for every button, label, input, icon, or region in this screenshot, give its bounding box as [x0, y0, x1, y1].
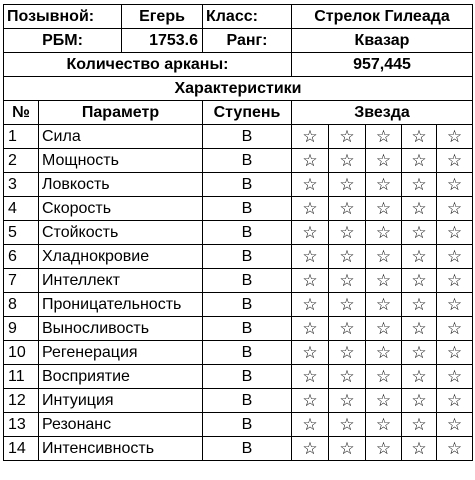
star-icon: ☆ [366, 125, 402, 149]
class-label: Класс: [203, 5, 292, 29]
callsign-label: Позывной: [4, 5, 122, 29]
star-icon: ☆ [329, 341, 366, 365]
star-icon: ☆ [329, 125, 366, 149]
star-icon: ☆ [402, 221, 437, 245]
parameter-level: B [203, 413, 292, 437]
star-icon: ☆ [366, 197, 402, 221]
arcana-row [4, 53, 473, 77]
parameter-level: B [203, 437, 292, 461]
characteristics-title-row [4, 77, 473, 101]
rbm-value: 1753.6 [122, 29, 203, 53]
parameter-level: B [203, 245, 292, 269]
character-sheet-table [3, 4, 473, 461]
star-icon: ☆ [329, 197, 366, 221]
parameter-level: B [203, 173, 292, 197]
row-number: 11 [4, 365, 39, 389]
row-number: 3 [4, 173, 39, 197]
row-number: 10 [4, 341, 39, 365]
star-icon: ☆ [402, 365, 437, 389]
characteristic-row [4, 293, 473, 317]
characteristic-row [4, 437, 473, 461]
star-icon: ☆ [366, 341, 402, 365]
star-icon: ☆ [329, 365, 366, 389]
characteristic-row [4, 341, 473, 365]
star-icon: ☆ [292, 245, 329, 269]
col-header-level: Ступень [203, 101, 292, 125]
star-icon: ☆ [366, 269, 402, 293]
star-icon: ☆ [402, 341, 437, 365]
star-icon: ☆ [402, 269, 437, 293]
star-icon: ☆ [366, 365, 402, 389]
star-icon: ☆ [437, 437, 473, 461]
star-icon: ☆ [292, 341, 329, 365]
star-icon: ☆ [292, 149, 329, 173]
star-icon: ☆ [402, 173, 437, 197]
characteristics-header-row [4, 101, 473, 125]
parameter-name: Интеллект [39, 269, 203, 293]
star-icon: ☆ [366, 173, 402, 197]
row-number: 1 [4, 125, 39, 149]
star-icon: ☆ [437, 317, 473, 341]
rbm-row [4, 29, 473, 53]
rbm-label: РБМ: [4, 29, 122, 53]
star-icon: ☆ [329, 413, 366, 437]
parameter-level: B [203, 149, 292, 173]
parameter-level: B [203, 125, 292, 149]
parameter-name: Регенерация [39, 341, 203, 365]
parameter-name: Резонанс [39, 413, 203, 437]
parameter-level: B [203, 197, 292, 221]
characteristic-row [4, 413, 473, 437]
parameter-level: B [203, 341, 292, 365]
row-number: 9 [4, 317, 39, 341]
parameter-name: Скорость [39, 197, 203, 221]
star-icon: ☆ [437, 293, 473, 317]
row-number: 6 [4, 245, 39, 269]
characteristic-row [4, 173, 473, 197]
star-icon: ☆ [402, 317, 437, 341]
rank-value: Квазар [292, 29, 473, 53]
characteristic-row [4, 221, 473, 245]
star-icon: ☆ [402, 389, 437, 413]
star-icon: ☆ [292, 293, 329, 317]
star-icon: ☆ [329, 245, 366, 269]
parameter-name: Стойкость [39, 221, 203, 245]
callsign-value: Егерь [122, 5, 203, 29]
characteristics-title: Характеристики [4, 77, 473, 101]
row-number: 5 [4, 221, 39, 245]
characteristic-row [4, 389, 473, 413]
star-icon: ☆ [437, 245, 473, 269]
star-icon: ☆ [402, 125, 437, 149]
star-icon: ☆ [437, 269, 473, 293]
parameter-name: Мощность [39, 149, 203, 173]
star-icon: ☆ [329, 269, 366, 293]
parameter-level: B [203, 317, 292, 341]
star-icon: ☆ [366, 221, 402, 245]
star-icon: ☆ [437, 149, 473, 173]
characteristic-row [4, 269, 473, 293]
star-icon: ☆ [437, 341, 473, 365]
star-icon: ☆ [402, 197, 437, 221]
star-icon: ☆ [292, 365, 329, 389]
parameter-name: Хладнокровие [39, 245, 203, 269]
star-icon: ☆ [292, 413, 329, 437]
star-icon: ☆ [437, 389, 473, 413]
arcana-value: 957,445 [292, 53, 473, 77]
characteristic-row [4, 365, 473, 389]
star-icon: ☆ [437, 125, 473, 149]
parameter-name: Восприятие [39, 365, 203, 389]
characteristic-row [4, 149, 473, 173]
characteristic-row [4, 317, 473, 341]
parameter-level: B [203, 365, 292, 389]
row-number: 7 [4, 269, 39, 293]
star-icon: ☆ [292, 173, 329, 197]
star-icon: ☆ [292, 197, 329, 221]
col-header-param: Параметр [39, 101, 203, 125]
parameter-name: Сила [39, 125, 203, 149]
star-icon: ☆ [402, 293, 437, 317]
parameter-level: B [203, 293, 292, 317]
star-icon: ☆ [366, 293, 402, 317]
row-number: 8 [4, 293, 39, 317]
star-icon: ☆ [366, 413, 402, 437]
star-icon: ☆ [292, 389, 329, 413]
star-icon: ☆ [292, 221, 329, 245]
rank-label: Ранг: [203, 29, 292, 53]
characteristic-row [4, 245, 473, 269]
star-icon: ☆ [366, 317, 402, 341]
parameter-level: B [203, 221, 292, 245]
star-icon: ☆ [329, 389, 366, 413]
row-number: 2 [4, 149, 39, 173]
star-icon: ☆ [366, 389, 402, 413]
star-icon: ☆ [292, 269, 329, 293]
row-number: 12 [4, 389, 39, 413]
star-icon: ☆ [402, 413, 437, 437]
star-icon: ☆ [329, 221, 366, 245]
star-icon: ☆ [366, 437, 402, 461]
star-icon: ☆ [329, 437, 366, 461]
star-icon: ☆ [402, 437, 437, 461]
parameter-name: Ловкость [39, 173, 203, 197]
star-icon: ☆ [292, 125, 329, 149]
star-icon: ☆ [292, 437, 329, 461]
row-number: 13 [4, 413, 39, 437]
star-icon: ☆ [402, 245, 437, 269]
parameter-name: Интуиция [39, 389, 203, 413]
star-icon: ☆ [402, 149, 437, 173]
star-icon: ☆ [437, 365, 473, 389]
star-icon: ☆ [437, 173, 473, 197]
arcana-label: Количество арканы: [4, 53, 292, 77]
col-header-num: № [4, 101, 39, 125]
star-icon: ☆ [366, 149, 402, 173]
parameter-level: B [203, 389, 292, 413]
star-icon: ☆ [329, 317, 366, 341]
star-icon: ☆ [437, 221, 473, 245]
row-number: 4 [4, 197, 39, 221]
star-icon: ☆ [329, 293, 366, 317]
parameter-name: Интенсивность [39, 437, 203, 461]
star-icon: ☆ [366, 245, 402, 269]
row-number: 14 [4, 437, 39, 461]
star-icon: ☆ [329, 149, 366, 173]
star-icon: ☆ [437, 413, 473, 437]
star-icon: ☆ [437, 197, 473, 221]
characteristic-row [4, 125, 473, 149]
parameter-level: B [203, 269, 292, 293]
class-value: Стрелок Гилеада [292, 5, 473, 29]
col-header-star: Звезда [292, 101, 473, 125]
callsign-row [4, 5, 473, 29]
star-icon: ☆ [292, 317, 329, 341]
parameter-name: Проницательность [39, 293, 203, 317]
characteristic-row [4, 197, 473, 221]
star-icon: ☆ [329, 173, 366, 197]
parameter-name: Выносливость [39, 317, 203, 341]
